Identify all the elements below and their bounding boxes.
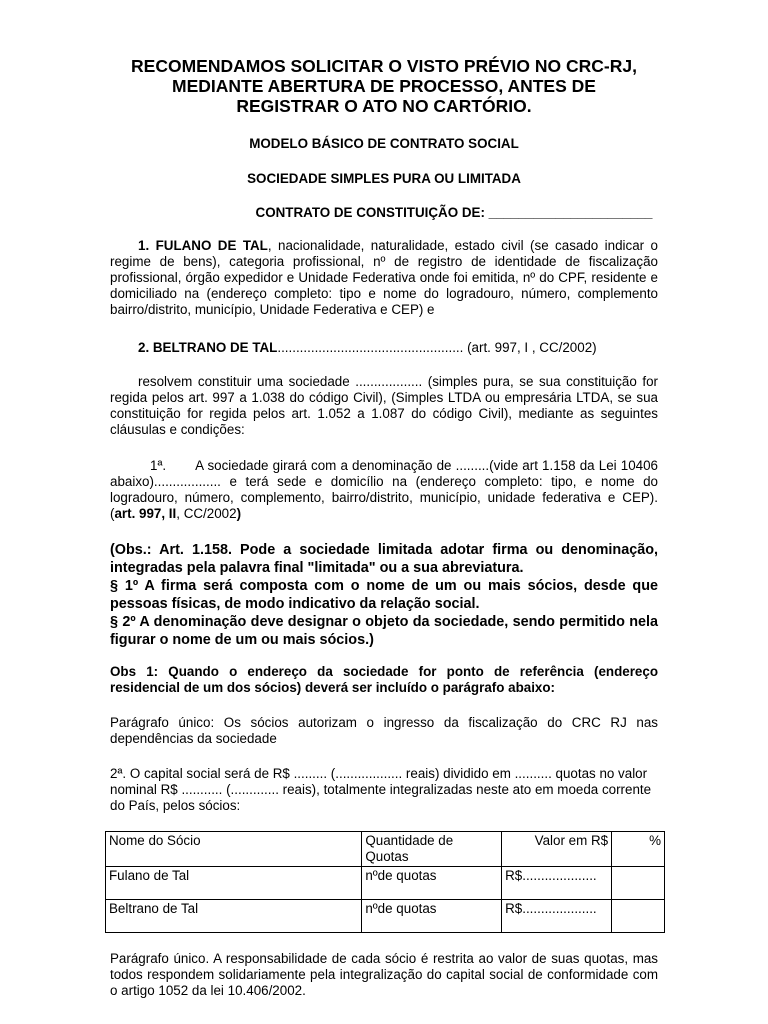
clause-1-paragraph	[110, 458, 658, 522]
company-type-heading: SOCIEDADE SIMPLES PURA OU LIMITADA	[247, 171, 521, 186]
obs-law-article: (Obs.: Art. 1.158. Pode a sociedade limitada adotar firma ou denominação, integradas pela palavra final "limitada" ou a sua abreviatura. § 1º A firma será composta com o nome de um ou mais sócios, desde que pessoas físicas, de modo indicativo da relação social. § 2º A denominação deve designar o objeto da sociedade, sendo permitido nela figurar o nome de um ou mais sócios.)	[110, 542, 658, 648]
resolve-paragraph: resolvem constituir uma sociedade .................. (simples pura, se sua constituição for regida pelos art. 997 a 1.038 do código Civil), (Simples LTDA ou empresária LTDA, se sua constituição for regida pelos art. 1.052 a 1.087 do código Civil), mediante as seguintes cláusulas e condições:	[110, 374, 658, 437]
recommendation-banner	[100, 56, 668, 116]
cell-percent	[612, 867, 665, 900]
partner-2-paragraph	[110, 340, 658, 356]
partners-quota-table	[105, 831, 665, 933]
cell-quota-quantity: nºde quotas	[362, 867, 502, 900]
model-heading: MODELO BÁSICO DE CONTRATO SOCIAL	[249, 136, 519, 151]
banner-line-1: RECOMENDAMOS SOLICITAR O VISTO PRÉVIO NO CRC-RJ,	[131, 56, 637, 76]
clause-1-number: 1ª.	[150, 458, 167, 473]
header-value: Valor em R$	[502, 832, 612, 867]
banner-line-3: REGISTRAR O ATO NO CARTÓRIO.	[236, 96, 532, 116]
partner-1-name: 1. FULANO DE TAL	[138, 238, 268, 253]
obs-1-note: Obs 1: Quando o endereço da sociedade for ponto de referência (endereço residencial de um dos sócios) deverá ser incluído o parágrafo abaixo:	[110, 664, 658, 695]
clause-1-ref-article: art. 997, II	[114, 506, 177, 521]
table-header-row	[106, 832, 665, 867]
cell-value: R$....................	[502, 900, 612, 933]
cell-quota-quantity: nºde quotas	[362, 900, 502, 933]
paragraph-unique-inspection: Parágrafo único: Os sócios autorizam o ingresso da fiscalização do CRC RJ nas dependências da sociedade	[110, 715, 658, 746]
header-quota-quantity: Quantidade de Quotas	[362, 832, 502, 867]
header-percent: %	[612, 832, 665, 867]
banner-line-2: MEDIANTE ABERTURA DE PROCESSO, ANTES DE	[172, 76, 596, 96]
cell-percent	[612, 900, 665, 933]
cell-value: R$....................	[502, 867, 612, 900]
clause-1-close: )	[236, 506, 242, 521]
partner-2-name: 2. BELTRANO DE TAL	[138, 340, 278, 355]
cell-partner-name: Beltrano de Tal	[106, 900, 362, 933]
clause-1-ref-code: , CC/2002	[176, 506, 237, 521]
contract-heading: CONTRATO DE CONSTITUIÇÃO DE: ______________________	[255, 205, 653, 220]
clause-2-paragraph: 2ª. O capital social será de R$ ......... (.................. reais) dividido em .......... quotas no valor nominal R$ ........... (............. reais), totalmente integralizadas neste ato em moeda corrente do País, pelos sócios:	[110, 766, 652, 813]
table-row	[106, 867, 665, 900]
partner-1-paragraph	[110, 238, 658, 318]
partner-2-text: .................................................. (art. 997, I , CC/2002)	[277, 340, 597, 355]
clause-1-text: A sociedade girará com a denominação de .........(vide art 1.158 da Lei 10406 abaixo).................. e terá sede e domicílio na (endereço completo: tipo, e nome do logradouro, número, complemento, bairro/distrito, município, unidade federativa e CEP). (	[110, 458, 658, 521]
header-partner-name: Nome do Sócio	[106, 832, 362, 867]
cell-partner-name: Fulano de Tal	[106, 867, 362, 900]
paragraph-unique-liability: Parágrafo único. A responsabilidade de cada sócio é restrita ao valor de suas quotas, mas todos respondem solidariamente pela integralização do capital social de conformidade com o artigo 1052 da lei 10.406/2002.	[110, 951, 658, 998]
table-row	[106, 900, 665, 933]
partner-1-text: , nacionalidade, naturalidade, estado civil (se casado indicar o regime de bens), categoria profissional, nº de registro de identidade de fiscalização profissional, órgão expedidor e Unidade Federativa onde foi emitida, nº do CPF, residente e domiciliado na (endereço completo: tipo e nome do logradouro, número, complemento bairro/distrito, município, Unidade Federativa e CEP) e	[110, 238, 658, 317]
